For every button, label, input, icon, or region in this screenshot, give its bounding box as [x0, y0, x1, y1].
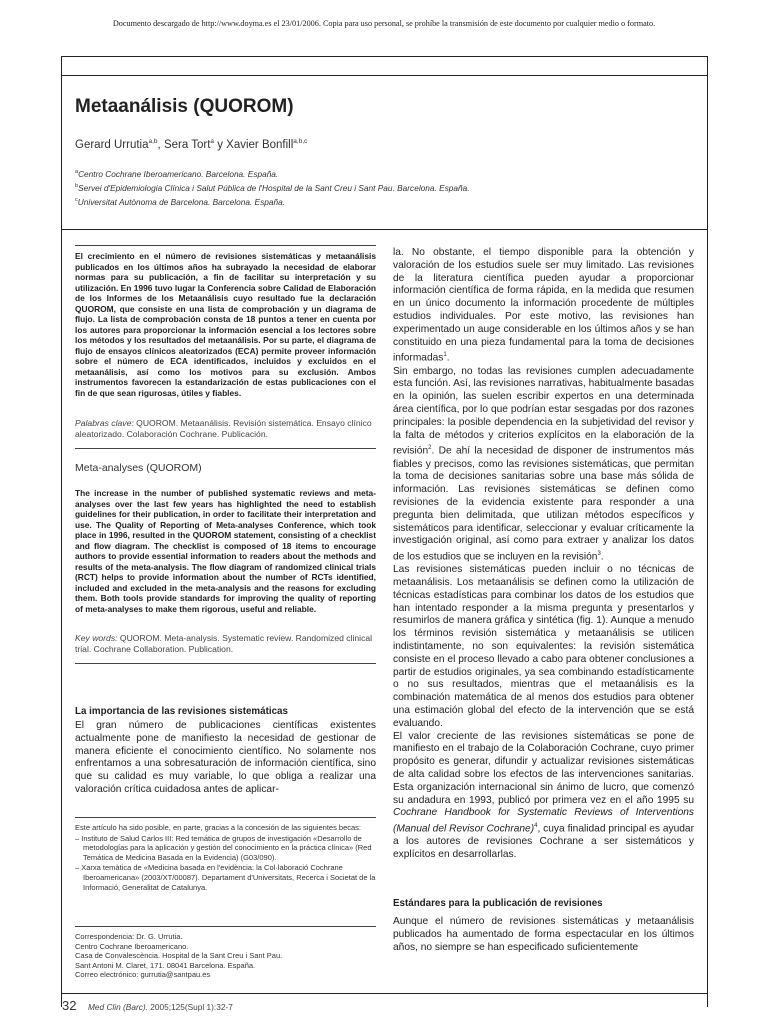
paragraph-text: El valor creciente de las revisiones sistemáticas se pone de manifiesto en el trabajo de la Colaboración Cochrane, cuyo primer propósito es generar, difundir y actualizar revisiones sistemáticas de alta calidad sobre los efectos de las intervenciones sanitarias. Esta organización internacional sin ánimo de lucro, que comenzó su andadura en 1993, publicó por primera vez en el año 1995 su [393, 730, 694, 806]
citation-ref: 2 [428, 445, 432, 452]
correspondence-line: Centro Cochrane Iberoamericano. [75, 941, 189, 951]
paragraph-text: . [446, 352, 450, 364]
affiliation-line [75, 194, 470, 208]
journal-citation [88, 1002, 233, 1012]
funding-item: – Xarxa temàtica de «Medicina basada en l'evidència: la Col·laboració Cochrane Iberoamericana» (2003/XT/00087). Departament d'Universitats, Recerca i Societat de la Informació, Generalitat de Catalunya. [75, 863, 376, 892]
section1-heading-block [75, 706, 376, 717]
handbook-title: Cochrane Handbook for Systematic Reviews of Interventions (Manual del Revisor Cochrane) [393, 807, 694, 835]
section-rule [61, 229, 707, 230]
paragraph-text: . [600, 551, 604, 563]
body-paragraph: El gran número de publicaciones científicas existentes actualmente pone de manifiesto la necesidad de gestionar de manera eficiente el conocimiento científico. No solamente nos enfrentamos a una sobresaturación de información científica, sino que su calidad es muy variable, lo que obliga a realizar una valoración crítica cuidadosa antes de aplicar- [75, 720, 376, 795]
affiliation-text: Servei d'Epidemiologia Clínica i Salut Pública de l'Hospital de la Sant Creu i Sant Pau. Barcelona. España. [78, 182, 470, 193]
journal-ref: 2005;125(Supl 1):32-7 [147, 1002, 233, 1012]
section2-heading-block [393, 898, 694, 909]
correspondence-line: Casa de Convalescència. Hospital de la Sant Creu i Sant Pau. [75, 951, 283, 961]
correspondence-email: Correo electrónico: gurrutia@santpau.es [75, 970, 211, 980]
abstract-en: The increase in the number of published systematic reviews and meta-analyses over the last few years has highlighted the need to establish guidelines for their publication, in order to facilitate their interpretation and use. The Quality of Reporting of Meta-analyses Conference, which took place in 1996, resulted in the QUOROM statement, consisting of a checklist and flow diagram. The checklist is composed of 18 items to encourage authors to provide essential information to readers about the methods and results of the meta-analysis. The flow diagram of randomized clinical trials (RCT) helps to provide information about the number of RCTs identified, included and excluded in the meta-analysis and the reasons for excluding them. Both tools provide standards for improving the quality of reporting of meta-analyses to make them rigorous, useful and reliable. [75, 488, 376, 614]
abstract-es: El crecimiento en el número de revisiones sistemáticas y metaanálisis publicados en los últimos años ha subrayado la necesidad de elaborar normas para su publicación, a fin de facilitar su interpretación y su utilización. En 1996 tuvo lugar la Conferencia sobre Calidad de Elaboración de los Informes de los Metaanálisis cuyo resultado fue la declaración QUOROM, que consiste en una lista de comprobación y un diagrama de flujo. La lista de comprobación consta de 18 puntos a tener en cuenta por los autores para proporcionar la información esencial a los lectores sobre los métodos y los resultados del metaanálisis. Por su parte, el diagrama de flujo de ensayos clínicos aleatorizados (ECA) permite proveer información sobre el número de ECA identificados, incluidos y excluidos en el metaanálisis, así como los motivos para su exclusión. Ambos instrumentos favorecen la estandarización de estas publicaciones con el fin de que sean rigurosas, útiles y fiables. [75, 251, 376, 398]
body-paragraph: Aunque el número de revisiones sistemáticas y metaanálisis publicados ha aumentado de forma espectacular en los últimos años, no siempre se han especificado suficientemente [393, 916, 694, 953]
body-paragraph [393, 731, 694, 862]
abstract-en-block [75, 488, 376, 614]
section-heading: La importancia de las revisiones sistemáticas [75, 706, 288, 717]
affiliation-text: Universitat Autònoma de Barcelona. Barcelona. España. [77, 196, 285, 207]
correspondence-rule [75, 926, 376, 927]
author-list [75, 138, 307, 151]
funding-footnote [75, 823, 376, 892]
abstract-es-block [75, 251, 376, 398]
author-name: Sera Tort [163, 138, 211, 151]
affiliation-sup: c [75, 196, 78, 203]
keywords-label: Key words: [75, 633, 118, 643]
author-affil-sup: a,b [148, 138, 158, 145]
body-paragraph: Las revisiones sistemáticas pueden incluir o no técnicas de metaanálisis. Los metaanálisis se definen como la utilización de técnicas estadísticas para combinar los datos de los estudios que han intentado responder a la misma pregunta y presentarlos y resumirlos de manera gráfica y sintética (fig. 1). Aunque a menudo los términos revisión sistemática y metaanálisis se utilicen indistintamente, no son equivalentes: la revisión sistemática consiste en el proceso llevado a cabo para obtener conclusiones a partir de estudios originales, ya sea combinando estadísticamente o no sus resultados, mientras que el metaanálisis es la combinación matemática de al menos dos estudios para obtener una estimación global del efecto de la intervención que se está evaluando. [393, 564, 694, 729]
title-en: Meta-analyses (QUOROM) [75, 462, 202, 474]
citation-ref: 1 [443, 352, 447, 359]
keywords-text: QUOROM. Metaanálisis. Revisión sistemática. Ensayo clínico aleatorizado. Colaboración Cochrane. Publicación. [75, 418, 372, 439]
author-separator: y [214, 138, 227, 151]
correspondence-line: Correspondencia: Dr. G. Urrutia. [75, 932, 183, 941]
author-separator: , [157, 138, 164, 151]
article-title: Metaanálisis (QUOROM) [75, 96, 294, 117]
affiliation-line [75, 166, 470, 180]
affiliation-sup: a [75, 169, 79, 175]
page-number: 32 [62, 998, 77, 1013]
keywords-en [75, 633, 376, 655]
section1-body [75, 720, 376, 797]
keywords-en-block [75, 633, 376, 655]
affiliation-text: Centro Cochrane Iberoamericano. Barcelona. España. [78, 168, 279, 179]
affiliation-line [75, 180, 470, 194]
body-paragraph [393, 247, 694, 366]
title-en-block [75, 462, 376, 474]
journal-name: Med Clin (Barc). [88, 1002, 148, 1012]
paragraph-text: Sin embargo, no todas las revisiones cumplen adecuadamente esta función. Así, las revisiones narrativas, habitualmente basadas en la opinión, las suelen escribir expertos en una determinada área científica, por lo que podrían estar sesgadas por dos razones principales: la posible dependencia en la subjetividad del revisor y la falta de métodos y criterios explícitos en la elaboración de la revisión [393, 365, 694, 457]
author-affil-sup: a [210, 138, 215, 145]
download-notice: Documento descargado de http://www.doyma.es el 23/01/2006. Copia para uso personal, se prohíbe la transmisión de este documento por cualquier medio o formato. [112, 19, 656, 28]
footer-rule [61, 993, 707, 994]
author-affil-sup: a,b,c [293, 138, 308, 145]
right-column [393, 247, 694, 862]
abstract-rule-top [75, 245, 376, 246]
body-paragraph [393, 366, 694, 565]
citation-ref: 4 [534, 823, 538, 830]
paragraph-text: , cuya finalidad principal es ayudar a los autores de revisiones Cochrane a ser sistemáticos y explícitos en desarrollarlas. [393, 823, 694, 861]
keywords-es [75, 418, 376, 440]
paragraph-text: . De ahí la necesidad de disponer de instrumentos más fiables y precisos, como las revisiones sistemáticas, que permitan la toma de decisiones sanitarias sobre una base más sólida de información. Las revisiones sistemáticas se definen como revisiones de la evidencia existente para responder a una pregunta bien delimitada, que utilizan métodos específicos y sistemáticos para identificar, seleccionar y evaluar críticamente la investigación original, así como para extraer y analizar los datos de los estudios que se incluyen en la revisión [393, 445, 694, 563]
funding-intro: Este artículo ha sido posible, en parte, gracias a la concesión de las siguientes becas: [75, 823, 362, 832]
abstract-rule-bottom [75, 663, 376, 664]
keywords-label: Palabras clave: [75, 418, 134, 428]
correspondence-line: Sant Antoni M. Claret, 171. 08041 Barcelona. España. [75, 960, 256, 970]
author-name: Xavier Bonfill [226, 138, 294, 151]
header-rule [61, 75, 707, 76]
author-name: Gerard Urrutia [75, 138, 149, 151]
section-heading: Estándares para la publicación de revisiones [393, 898, 603, 909]
section2-body [393, 916, 694, 954]
citation-ref: 3 [597, 551, 601, 558]
keywords-es-block [75, 418, 376, 440]
keywords-text: QUOROM. Meta-analysis. Systematic review. Randomized clinical trial. Cochrane Collaboration. Publication. [75, 633, 373, 654]
funding-item: – Instituto de Salud Carlos III: Red temática de grupos de investigación «Desarrollo de metodologías para la aplicación y gestión del conocimiento en la práctica clínica» (Red Temática de Medicina Basada en la Evidencia) (G03/090). [75, 833, 372, 862]
footnote-rule [75, 817, 376, 818]
paragraph-text: la. No obstante, el tiempo disponible para la obtención y valoración de los estudios suele ser muy limitado. Las revisiones de la literatura científica pueden ayudar a proporcionar información científica de forma rápida, en la medida que resumen en un único documento la información procedente de múltiples estudios individuales. Por este motivo, las revisiones han experimentado un auge considerable en los últimos años y se han constituido en una pieza fundamental para la toma de decisiones informadas [393, 247, 694, 364]
correspondence-block [75, 932, 376, 980]
affiliations [75, 166, 470, 207]
affiliation-sup: b [75, 182, 79, 189]
abstract-divider [75, 448, 376, 449]
